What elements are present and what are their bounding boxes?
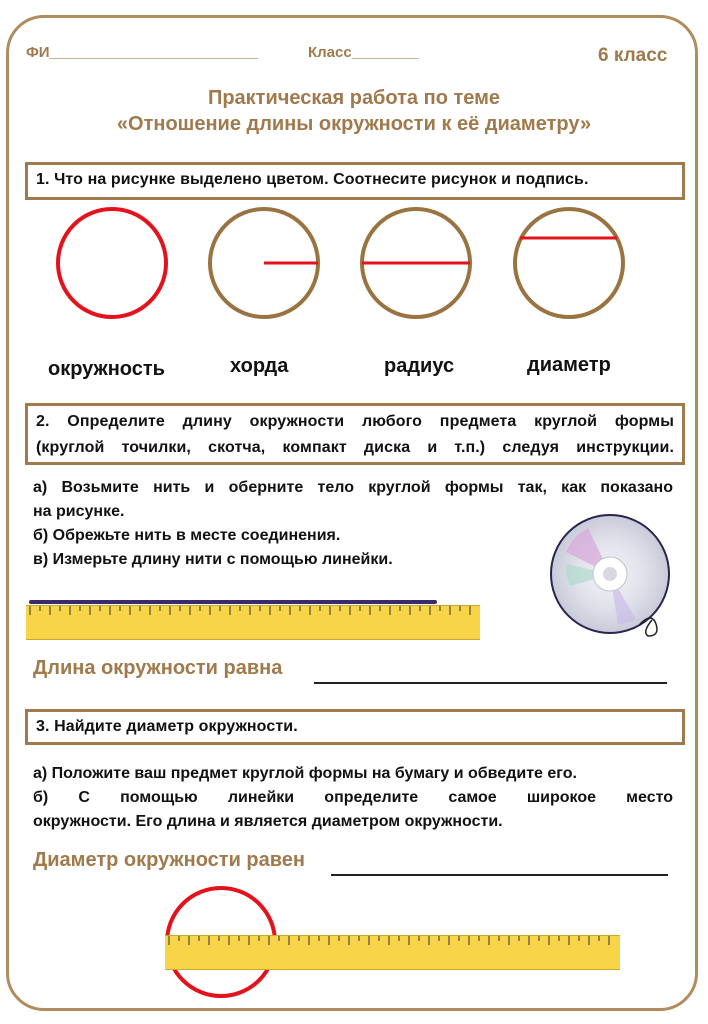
class-field: Класс________ bbox=[308, 44, 419, 61]
circle-figure-circumference bbox=[58, 209, 166, 317]
task-3-box bbox=[25, 709, 685, 745]
page-title bbox=[0, 85, 708, 137]
circle-figures bbox=[0, 200, 708, 330]
title-line-2: «Отношение длины окружности к её диаметру» bbox=[116, 113, 592, 135]
cd-disc-image bbox=[548, 512, 678, 652]
task-2-line-1: 2. Определите длину окружности любого предмета круглой формы bbox=[36, 413, 674, 430]
step-c: в) Измерьте длину нити с помощью линейки. bbox=[33, 551, 393, 568]
task-1-box bbox=[25, 162, 685, 200]
task-3-instructions bbox=[33, 762, 673, 834]
diameter-answer-label: Диаметр окружности равен bbox=[33, 849, 305, 871]
grade-label: 6 класс bbox=[598, 45, 668, 66]
step-b: б) Обрежьте нить в месте соединения. bbox=[33, 527, 341, 544]
thread-line bbox=[29, 600, 437, 604]
circle-figure-chord bbox=[210, 209, 318, 317]
task-3-text: 3. Найдите диаметр окружности. bbox=[36, 718, 298, 735]
task-2-line-2: (круглой точилки, скотча, компакт диска и т.п.) следуя инструкции. bbox=[36, 439, 674, 456]
ruler-1 bbox=[26, 605, 480, 640]
ruler-1-ticks bbox=[30, 606, 470, 615]
step-a-line-1: а) Возьмите нить и оберните тело круглой формы так, как показано bbox=[33, 479, 673, 496]
label-radius: радиус bbox=[384, 355, 455, 377]
task-1-text: 1. Что на рисунке выделено цветом. Соотнесите рисунок и подпись. bbox=[36, 171, 589, 188]
circle-figure-radius bbox=[362, 209, 470, 317]
circumference-answer-label: Длина окружности равна bbox=[33, 657, 283, 679]
label-circumference: окружность bbox=[48, 358, 165, 380]
ruler-2 bbox=[165, 935, 620, 970]
circle-figure-diameter bbox=[515, 209, 623, 317]
task-3-step-a: а) Положите ваш предмет круглой формы на бумагу и обведите его. bbox=[33, 765, 577, 782]
step-a-line-2: на рисунке. bbox=[33, 503, 125, 520]
label-chord: хорда bbox=[230, 355, 289, 377]
ruler-2-ticks bbox=[169, 936, 609, 945]
name-field: ФИ_________________________ bbox=[26, 44, 259, 61]
task-2-box bbox=[25, 403, 685, 465]
task-3-step-b-line-2: окружности. Его длина и является диаметром окружности. bbox=[33, 813, 503, 830]
task-3-step-b-line-1: б) С помощью линейки определите самое широкое место bbox=[33, 789, 673, 806]
diameter-answer-line[interactable] bbox=[331, 874, 668, 876]
circumference-answer-line[interactable] bbox=[314, 682, 667, 684]
label-diameter: диаметр bbox=[527, 354, 611, 376]
title-line-1: Практическая работа по теме bbox=[207, 87, 501, 109]
